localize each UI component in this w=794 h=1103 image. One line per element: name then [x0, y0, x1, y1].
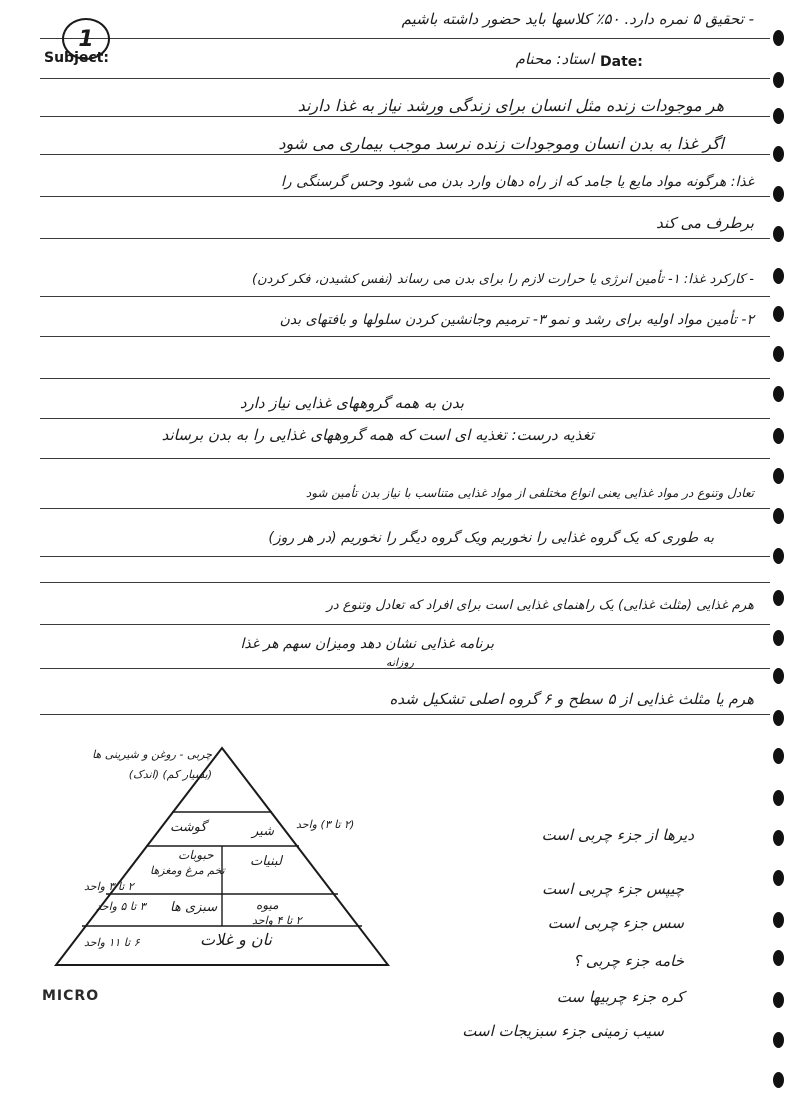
side-note-1: دیرها از جزء چربی است: [541, 826, 694, 844]
header-note: - تحقیق ۵ نمره دارد. ۵۰٪ کلاسها باید حضور داشته باشیم: [401, 10, 754, 28]
teacher-name: استاد: محنام: [515, 50, 594, 68]
text-line-1: هر موجودات زنده مثل انسان برای زندگی ورشد نیاز به غذا دارند: [297, 96, 724, 115]
text-line-3: غذا: هرگونه مواد مایع یا جامد که از راه دهان وارد بدن می شود وحس گرسنگی را: [281, 174, 754, 190]
date-label: Date:: [600, 54, 643, 70]
ruled-line: [40, 624, 770, 625]
text-line-12: برنامه غذایی نشان دهد ومیزان سهم هر غذا: [240, 636, 494, 652]
text-line-8: تغذیه درست: تغذیه ای است که همه گروههای غذایی را به بدن برساند: [161, 426, 594, 444]
ruled-line: [40, 556, 770, 557]
pyramid-grain-units: ۶ تا ۱۱ واحد: [84, 936, 140, 949]
pyramid-dairy-units: (۲ تا ۳) واحد: [296, 818, 355, 831]
pyramid-legumes-label: حبوبات: [178, 848, 214, 862]
ruled-line: [40, 418, 770, 419]
pyramid-dairy-label: شیر: [252, 824, 274, 839]
text-line-6: ۲- تأمین مواد اولیه برای رشد و نمو ۳- ترمیم وجانشین کردن سلولها و بافتهای بدن: [279, 312, 754, 328]
text-line-10: به طوری که یک گروه غذایی را نخوریم ویک گروه دیگر را نخوریم (در هر روز): [268, 530, 714, 546]
pyramid-fats-note: چربی - روغن و شیرینی ها: [92, 748, 212, 761]
ruled-line: [40, 38, 770, 39]
text-line-2: اگر غذا به بدن انسان وموجودات زنده نرسد موجب بیماری می شود: [278, 134, 724, 153]
pyramid-dairy-label-2: لبنیات: [250, 854, 282, 869]
pyramid-grains-label: نان و غلات: [200, 930, 272, 949]
side-note-5: کره جزء چربیها ست: [556, 988, 684, 1006]
pyramid-eggs-nuts-label: تخم مرغ ومغزها: [150, 864, 225, 877]
page-number: 1: [62, 18, 110, 60]
ruled-line: [40, 508, 770, 509]
pyramid-fruit-units: ۲ تا ۴ واحد: [252, 914, 302, 927]
spiral-binding: [764, 0, 790, 1103]
pyramid-veg-units: ۳ تا ۵ واحد: [96, 900, 146, 913]
text-line-7: بدن به همه گروههای غذایی نیاز دارد: [239, 394, 464, 412]
notebook-brand: MICRO: [42, 988, 100, 1004]
ruled-line: [40, 378, 770, 379]
text-line-14: هرم یا مثلث غذایی از ۵ سطح و ۶ گروه اصلی تشکیل شده: [389, 690, 754, 708]
text-line-5: - کارکرد غذا: ۱- تأمین انرژی یا حرارت لازم را برای بدن می رساند (نفس کشیدن، فکر کردن): [252, 272, 754, 287]
side-note-3: سس جزء چربی است: [547, 914, 684, 932]
side-note-2: چیپس جزء چربی است: [541, 880, 684, 898]
ruled-line: [40, 154, 770, 155]
ruled-line: [40, 78, 770, 79]
pyramid-meat-label: گوشت: [170, 820, 207, 835]
pyramid-fruit-label: میوه: [256, 898, 279, 912]
ruled-line: [40, 296, 770, 297]
side-note-6: سیب زمینی جزء سبزیجات است: [462, 1022, 664, 1040]
pyramid-vegetables-label: سبزی ها: [170, 900, 218, 915]
subject-label: Subject:: [44, 50, 109, 66]
text-line-13: روزانه: [386, 656, 414, 669]
ruled-line: [40, 458, 770, 459]
text-line-9: تعادل وتنوع در مواد غذایی یعنی انواع مختلفی از مواد غذایی متناسب با نیاز بدن تأمین شود: [305, 486, 754, 500]
ruled-line: [40, 116, 770, 117]
ruled-line: [40, 336, 770, 337]
ruled-line: [40, 196, 770, 197]
side-note-4: خامه جزء چربی ؟: [572, 952, 684, 970]
text-line-4: برطرف می کند: [656, 214, 754, 232]
ruled-line: [40, 238, 770, 239]
pyramid-protein-units: ۲ تا ۳ واحد: [84, 880, 134, 893]
pyramid-fats-amount: (بسیار کم) (اندک): [128, 768, 212, 781]
ruled-line: [40, 582, 770, 583]
ruled-line: [40, 714, 770, 715]
text-line-11: هرم غذایی (مثلث غذایی) یک راهنمای غذایی است برای افراد که تعادل وتنوع در: [326, 598, 754, 613]
